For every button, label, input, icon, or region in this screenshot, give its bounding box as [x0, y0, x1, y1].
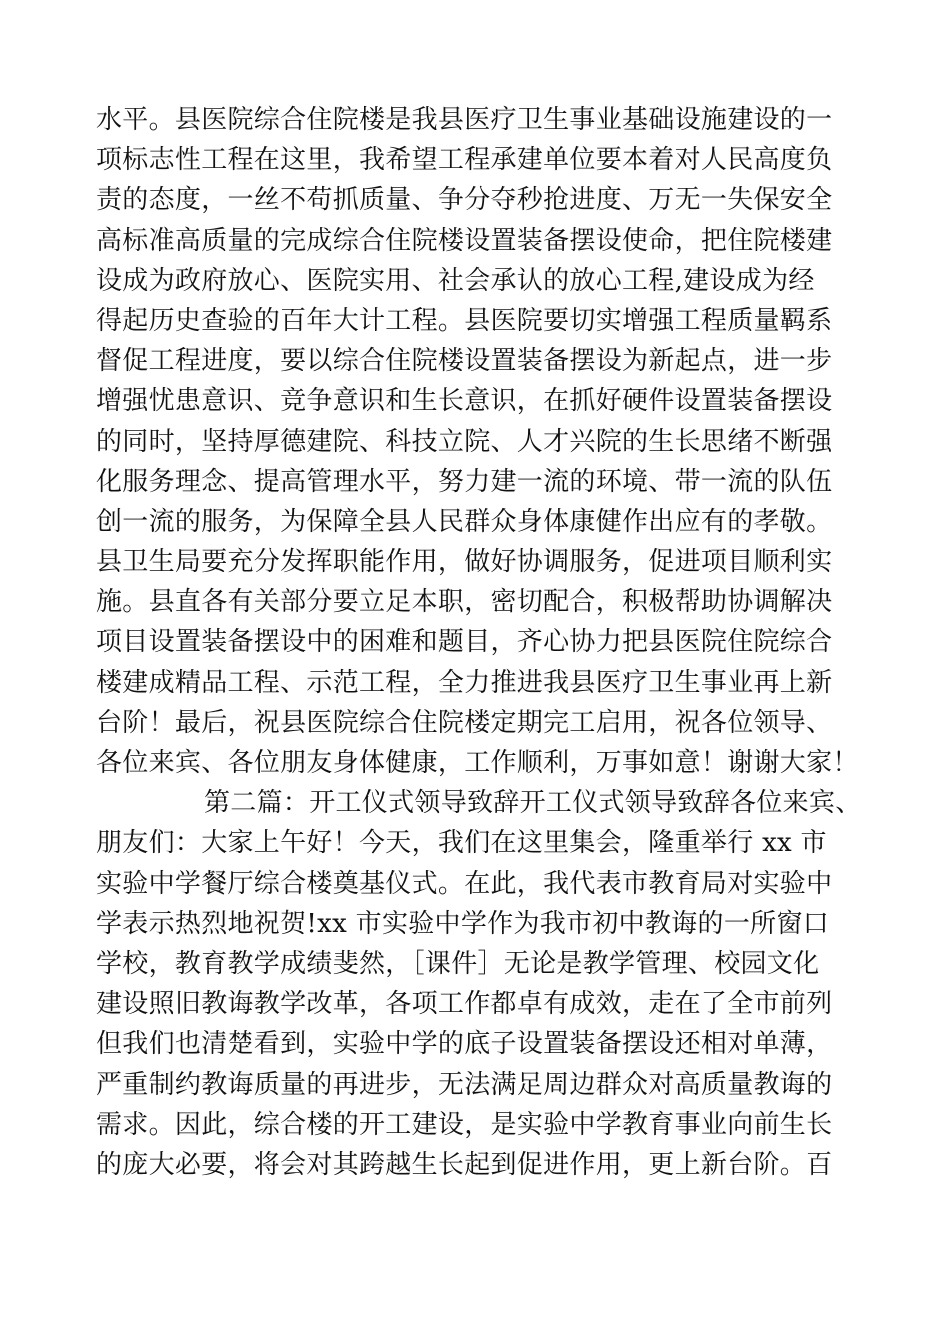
text-line: 各位来宾、各位朋友身体健康，工作顺利，万事如意！谢谢大家！: [96, 748, 859, 778]
text-line: 项标志性工程在这里，我希望工程承建单位要本着对人民高度负: [96, 145, 833, 176]
text-line: 台阶！最后，祝县医院综合住院楼定期完工启用，祝各位领导、: [96, 707, 833, 738]
text-line: 需求。因此，综合楼的开工建设，是实验中学教育事业向前生长: [96, 1109, 833, 1140]
text-line: 实验中学餐厅综合楼奠基仪式。在此，我代表市教育局对实验中: [96, 868, 833, 899]
text-line: 增强忧患意识、竞争意识和生长意识，在抓好硬件设置装备摆设: [96, 386, 833, 417]
text-line: 责的态度，一丝不苟抓质量、争分夺秒抢进度、万无一失保安全: [96, 185, 833, 216]
text-line: 学表示热烈地祝贺!xx 市实验中学作为我市初中教诲的一所窗口: [96, 908, 830, 939]
text-line: 朋友们：大家上午好！今天，我们在这里集会，隆重举行 xx 市: [96, 828, 827, 859]
text-line: 学校，教育教学成绩斐然，［课件］无论是教学管理、校园文化: [96, 948, 820, 979]
text-line: 高标准高质量的完成综合住院楼设置装备摆设使命，把住院楼建: [96, 225, 833, 256]
text-line: 设成为政府放心、医院实用、社会承认的放心工程,建设成为经: [96, 265, 815, 296]
text-line: 但我们也清楚看到，实验中学的底子设置装备摆设还相对单薄，: [96, 1029, 833, 1060]
section-heading-line: 第二篇：开工仪式领导致辞开工仪式领导致辞各位来宾、: [204, 788, 862, 819]
text-line: 水平。县医院综合住院楼是我县医疗卫生事业基础设施建设的一: [96, 105, 833, 135]
text-line: 项目设置装备摆设中的困难和题目，齐心协力把县医院住院综合: [96, 627, 833, 658]
text-line: 建设照旧教诲教学改革，各项工作都卓有成效，走在了全市前列: [96, 989, 833, 1020]
text-line: 的庞大必要，将会对其跨越生长起到促进作用，更上新台阶。百: [96, 1149, 833, 1180]
text-line: 督促工程进度，要以综合住院楼设置装备摆设为新起点，进一步: [96, 346, 833, 377]
document-body: [96, 100, 886, 1185]
text-line: 化服务理念、提高管理水平，努力建一流的环境、带一流的队伍: [96, 466, 833, 497]
text-line: 创一流的服务，为保障全县人民群众身体康健作出应有的孝敬。: [96, 506, 833, 537]
text-line: 县卫生局要充分发挥职能作用，做好协调服务，促进项目顺利实: [96, 547, 833, 578]
text-line: 得起历史查验的百年大计工程。县医院要切实增强工程质量羁系: [96, 305, 833, 336]
text-line: 的同时，坚持厚德建院、科技立院、人才兴院的生长思绪不断强: [96, 426, 833, 457]
text-line: 严重制约教诲质量的再进步，无法满足周边群众对高质量教诲的: [96, 1069, 833, 1100]
text-line: 施。县直各有关部分要立足本职，密切配合，积极帮助协调解决: [96, 587, 833, 618]
text-line: 楼建成精品工程、示范工程，全力推进我县医疗卫生事业再上新: [96, 667, 833, 698]
